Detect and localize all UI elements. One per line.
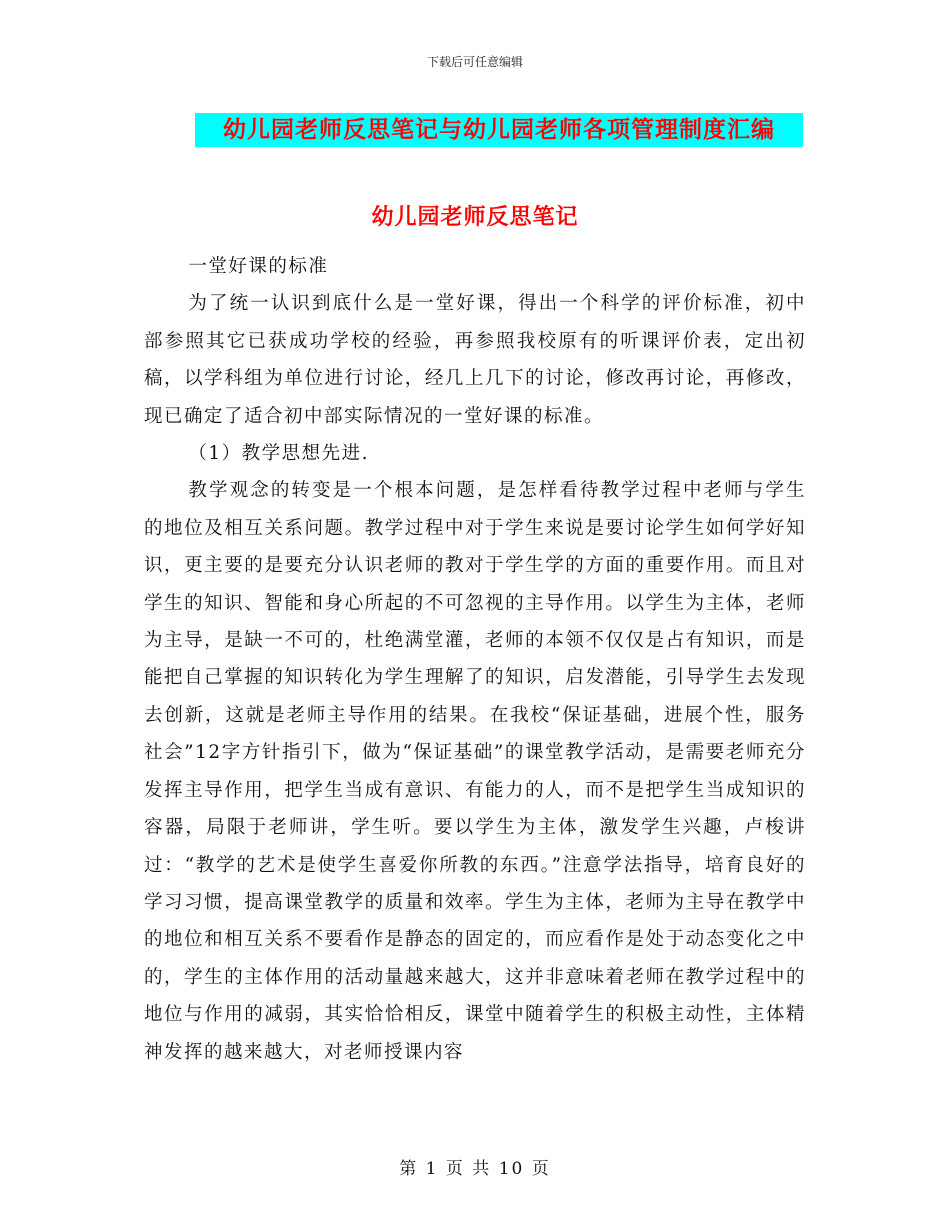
paragraph-subheading: （1）教学思想先进. — [188, 443, 370, 465]
paragraph: 教学观念的转变是一个根本问题，是怎样看待教学过程中老师与学生的地位及相互关系问题。教学过程中对于学生来说是要讨论学生如何学好知识，更主要的是要充分认识老师的教对于学生学的方面的重要作用。而且对学生的知识、智能和身心所起的不可忽视的主导作用。以学生为主体，老师为主导，是缺一不可的，杜绝满堂灌，老师的本领不仅仅是占有知识，而是能把自己掌握的知识转化为学生理解了的知识，启发潜能，引导学生去发现去创新，这就是老师主导作用的结果。在我校“保证基础，进展个性，服务社会”12字方针指引下，做为“保证基础”的课堂教学活动，是需要老师充分发挥主导作用，把学生当成有意识、有能力的人，而不是把学生当成知识的容器，局限于老师讲，学生听。要以学生为主体，激发学生兴趣，卢梭讲过：“教学的艺术是使学生喜爱你所教的东西。”注意学法指导，培育良好的学习习惯，提高课堂教学的质量和效率。学生为主体，老师为主导在教学中的地位和相互关系不要看作是静态的固定的，而应看作是处于动态变化之中的，学生的主体作用的活动量越来越大，这并非意味着老师在教学过程中的地位与作用的减弱，其实恰恰相反，课堂中随着学生的积极主动性，主体精神发挥的越来越大，对老师授课内容 — [144, 480, 806, 1063]
paragraph: 为了统一认识到底什么是一堂好课，得出一个科学的评价标准，初中部参照其它已获成功学校的经验，再参照我校原有的听课评价表，定出初稿，以学科组为单位进行讨论，经几上几下的讨论，修改再讨论，再修改，现已确定了适合初中部实际情况的一堂好课的标准。 — [144, 293, 806, 427]
paragraph-heading: 一堂好课的标准 — [188, 256, 329, 277]
page-number-footer: 第 1 页 共 10 页 — [399, 1159, 551, 1179]
section-title: 幼儿园老师反思笔记 — [371, 204, 579, 230]
document-title-highlight — [195, 113, 803, 147]
document-title: 幼儿园老师反思笔记与幼儿园老师各项管理制度汇编 — [223, 116, 775, 143]
body-text — [144, 248, 806, 1071]
page-header-note: 下载后可任意编辑 — [426, 55, 523, 69]
